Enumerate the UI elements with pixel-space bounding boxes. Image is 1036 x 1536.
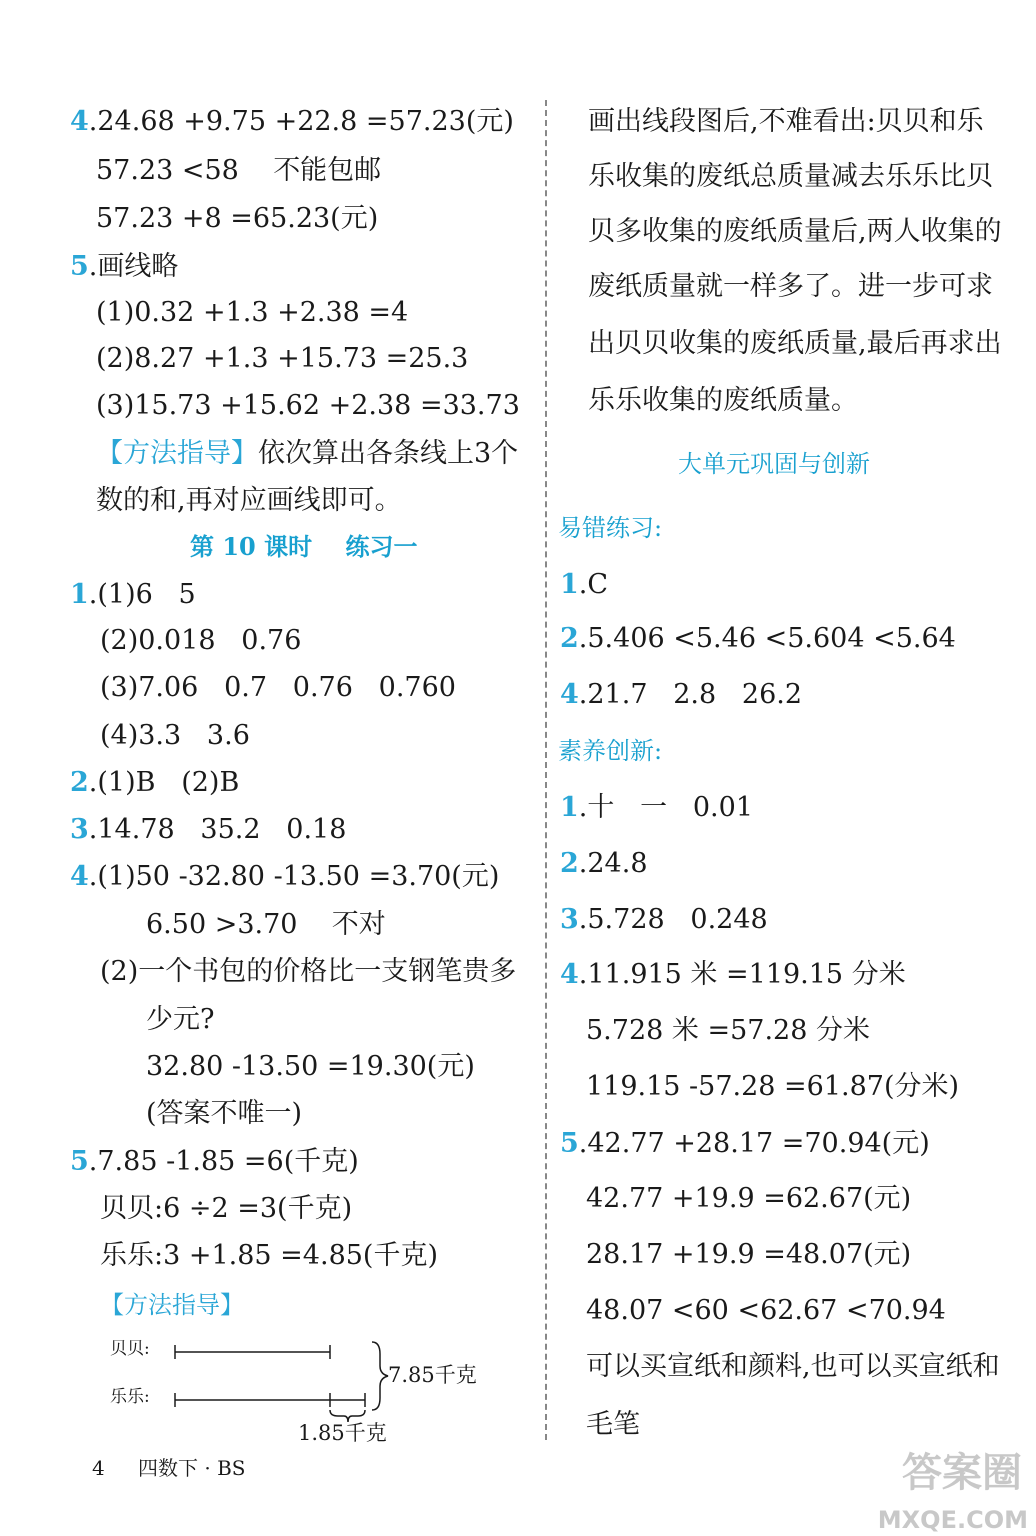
diagram-total-label: 7.85千克 [388, 1363, 477, 1387]
book-label: 四数下 · BS [138, 1456, 246, 1480]
practice-1-line4: (4)3.3 3.6 [100, 720, 250, 751]
innovation-5-line3: 28.17 +19.9 =48.07(元) [586, 1239, 912, 1270]
practice-4-line4: 少元? [146, 1004, 215, 1035]
item-number: 5 [70, 251, 89, 282]
diagram-diff-label: 1.85千克 [298, 1421, 387, 1445]
item-number: 5 [560, 1128, 579, 1159]
practice-4-line1: 4.(1)50 -32.80 -13.50 =3.70(元) [70, 861, 500, 892]
innovation-5-line4: 48.07 <60 <62.67 <70.94 [586, 1295, 946, 1326]
item-number: 4 [70, 861, 89, 892]
practice-4-line3: (2)一个书包的价格比一支钢笔贵多 [100, 956, 517, 987]
analysis-line5: 出贝贝收集的废纸质量,最后再求出 [588, 328, 1002, 359]
unit-title: 大单元巩固与创新 [678, 450, 870, 478]
segment-diagram [100, 1330, 520, 1445]
answer-5-line4: (3)15.73 +15.62 +2.38 =33.73 [96, 390, 520, 421]
item-number: 2 [70, 767, 89, 798]
innovation-2: 2.24.8 [560, 848, 648, 879]
practice-4-line6: (答案不唯一) [146, 1098, 303, 1129]
analysis-line4: 废纸质量就一样多了。进一步可求 [588, 271, 993, 302]
method-guide-1-line2: 数的和,再对应画线即可。 [96, 485, 402, 516]
item-number: 3 [560, 904, 579, 935]
lesson-title: 第 10 课时 练习一 [190, 532, 418, 561]
analysis-line3: 贝多收集的废纸质量后,两人收集的 [588, 216, 1002, 247]
column-divider [545, 100, 547, 1440]
item-number: 2 [560, 848, 579, 879]
item-number: 1 [70, 579, 89, 610]
practice-4-line2: 6.50 >3.70 不对 [146, 909, 386, 940]
analysis-line6: 乐乐收集的废纸质量。 [588, 385, 858, 416]
answer-4-line3: 57.23 +8 =65.23(元) [96, 203, 379, 234]
method-guide-2 [100, 1288, 244, 1322]
watermark-logo: 答案圈 [902, 1450, 1022, 1496]
item-number: 4 [70, 106, 89, 137]
diagram-label-lele: 乐乐: [110, 1387, 150, 1407]
diagram-label-beibei: 贝贝: [110, 1339, 150, 1359]
practice-1-line2: (2)0.018 0.76 [100, 625, 302, 656]
error-1: 1.C [560, 569, 609, 600]
practice-5-line1: 5.7.85 -1.85 =6(千克) [70, 1146, 359, 1177]
answer-4-line1: 4.24.68 +9.75 +22.8 =57.23(元) [70, 106, 514, 137]
item-number: 3 [70, 814, 89, 845]
item-number: 1 [560, 792, 579, 823]
beibei-segment [175, 1345, 330, 1359]
practice-3-line1: 3.14.78 35.2 0.18 [70, 814, 347, 845]
lele-segment [175, 1393, 365, 1407]
innovation-3: 3.5.728 0.248 [560, 904, 768, 935]
page-number: 4 [92, 1456, 105, 1480]
answer-4-line2: 57.23 <58 不能包邮 [96, 155, 382, 186]
practice-5-line2: 贝贝:6 ÷2 =3(千克) [100, 1193, 353, 1224]
innovation-5-line2: 42.77 +19.9 =62.67(元) [586, 1183, 912, 1214]
error-4: 4.21.7 2.8 26.2 [560, 679, 803, 710]
analysis-line2: 乐收集的废纸总质量减去乐乐比贝 [588, 161, 993, 192]
section-literacy-innovation: 素养创新: [558, 737, 663, 765]
item-number: 5 [70, 1146, 89, 1177]
innovation-4-line1: 4.11.915 米 =119.15 分米 [560, 959, 906, 990]
innovation-4-line3: 119.15 -57.28 =61.87(分米) [586, 1071, 960, 1102]
item-number: 1 [560, 569, 579, 600]
item-number: 4 [560, 959, 579, 990]
practice-4-line5: 32.80 -13.50 =19.30(元) [146, 1051, 475, 1082]
practice-5-line3: 乐乐:3 +1.85 =4.85(千克) [100, 1240, 438, 1271]
item-number: 2 [560, 623, 579, 654]
practice-1-line3: (3)7.06 0.7 0.76 0.760 [100, 672, 456, 703]
method-tag: 【方法指导】 [96, 438, 258, 469]
section-error-practice: 易错练习: [558, 514, 663, 542]
innovation-4-line2: 5.728 米 =57.28 分米 [586, 1015, 870, 1046]
method-guide-1: 【方法指导】依次算出各条线上3个 [96, 438, 519, 469]
answer-5-line1: 5.画线略 [70, 251, 179, 282]
practice-1-line1: 1.(1)6 5 [70, 579, 196, 610]
innovation-5-line5: 可以买宣纸和颜料,也可以买宣纸和 [586, 1351, 1000, 1382]
innovation-5-line1: 5.42.77 +28.17 =70.94(元) [560, 1128, 930, 1159]
item-number: 4 [560, 679, 579, 710]
innovation-1: 1.十 一 0.01 [560, 792, 753, 823]
analysis-line1: 画出线段图后,不难看出:贝贝和乐 [588, 106, 984, 137]
practice-2-line1: 2.(1)B (2)B [70, 767, 240, 798]
innovation-5-line6: 毛笔 [586, 1409, 640, 1440]
method-tag: 【方法指导】 [100, 1291, 244, 1319]
answer-5-line2: (1)0.32 +1.3 +2.38 =4 [96, 297, 409, 328]
watermark-url: MXQE.COM [877, 1506, 1028, 1534]
error-2: 2.5.406 <5.46 <5.604 <5.64 [560, 623, 956, 654]
total-brace [372, 1342, 388, 1410]
answer-5-line3: (2)8.27 +1.3 +15.73 =25.3 [96, 343, 469, 374]
